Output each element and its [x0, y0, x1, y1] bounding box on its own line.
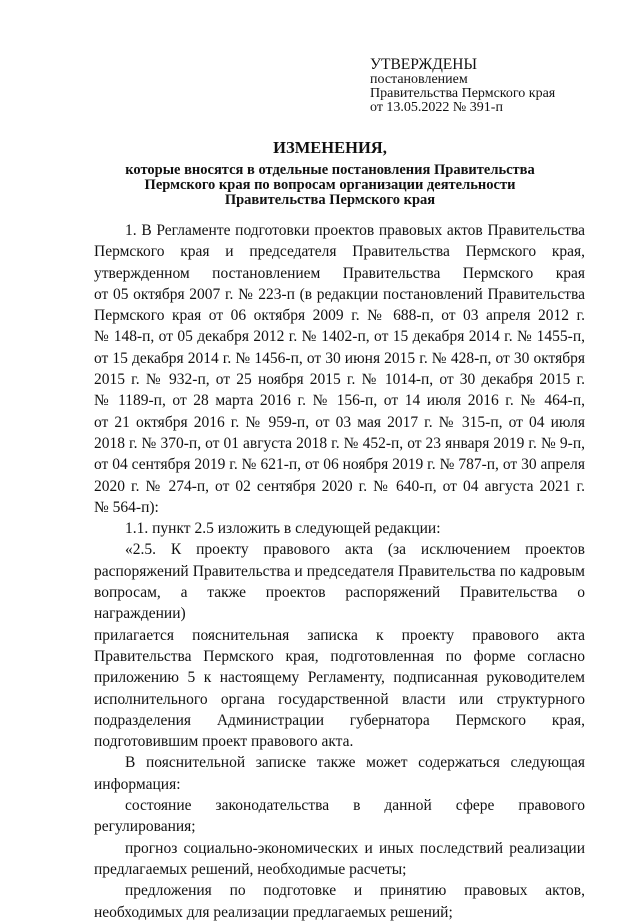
approval-line: Правительства Пермского края [370, 86, 556, 101]
body-line: информация: [94, 775, 181, 793]
body-line: подготовившим проект правового акта. [94, 733, 354, 751]
approval-line: от 13.05.2022 № 391-п [370, 100, 503, 115]
approval-title: УТВЕРЖДЕНЫ [370, 56, 477, 73]
body-line: необходимых для реализации предлагаемых решений; [94, 903, 453, 921]
body-line: исполнительного органа государственной власти или структурного [94, 690, 585, 708]
body-line: 2020 г. № 274-п, от 02 сентября 2020 г. № 640-п, от 04 августа 2021 г. [94, 477, 585, 495]
body-line: № 564-п): [94, 498, 159, 516]
body-line: 1.1. пункт 2.5 изложить в следующей редакции: [125, 520, 441, 538]
body-line: 1. В Регламенте подготовки проектов правовых актов Правительства [125, 222, 585, 239]
body-line: «2.5. К проекту правового акта (за исключением проектов [125, 541, 585, 559]
body-line: Пермского края от 06 октября 2009 г. № 688-п, от 03 апреля 2012 г. [94, 307, 585, 325]
approval-line: постановлением [370, 72, 468, 87]
body-line: Пермского края и председателя Правительства Пермского края, [94, 243, 585, 261]
body-line: от 15 декабря 2014 г. № 1456-п, от 30 июня 2015 г. № 428-п, от 30 октября [94, 349, 585, 367]
body-line: 2018 г. № 370-п, от 01 августа 2018 г. № 452-п, от 23 января 2019 г. № 9-п, [94, 434, 585, 452]
body-line: утвержденном постановлением Правительства Пермского края [94, 264, 585, 282]
body-line: прогноз социально-экономических и иных последствий реализации [125, 839, 585, 857]
body-line: вопросам, а также проектов распоряжений Правительства о награждении) [94, 584, 585, 623]
body-line: прилагается пояснительная записка к проекту правового акта [94, 626, 585, 644]
body-line: распоряжений Правительства и председателя Правительства по кадровым [94, 562, 585, 580]
body-line: от 04 сентября 2019 г. № 621-п, от 06 ноября 2019 г. № 787-п, от 30 апреля [94, 456, 585, 474]
body-line: 2015 г. № 932-п, от 25 ноября 2015 г. № 1014-п, от 30 декабря 2015 г. [94, 371, 585, 389]
body-line: от 05 октября 2007 г. № 223-п (в редакции постановлений Правительства [94, 285, 585, 303]
body-line: предложения по подготовке и принятию правовых актов, [125, 882, 585, 900]
document-body [94, 220, 585, 923]
body-line: № 1189-п, от 28 марта 2016 г. № 156-п, от 14 июля 2016 г. № 464-п, [94, 392, 585, 410]
body-line: № 148-п, от 05 декабря 2012 г. № 1402-п, от 15 декабря 2014 г. № 1455-п, [94, 328, 585, 346]
body-line: В пояснительной записке также может содержаться следующая [125, 754, 585, 772]
document-subtitle-line: Правительства Пермского края [224, 192, 436, 208]
body-line: состояние законодательства в данной сфере правового регулирования; [94, 797, 585, 836]
body-line: приложению 5 к настоящему Регламенту, подписанная руководителем [94, 669, 585, 687]
document-title: ИЗМЕНЕНИЯ, [273, 138, 387, 157]
body-line: от 21 октября 2016 г. № 959-п, от 03 мая 2017 г. № 315-п, от 04 июля [94, 413, 585, 431]
document-subtitle-line: которые вносятся в отдельные постановления Правительства [125, 162, 535, 178]
body-line: предлагаемых решений, необходимые расчеты; [94, 860, 407, 878]
body-line: Правительства Пермского края, подготовленная по форме согласно [94, 647, 585, 665]
approval-stamp [370, 56, 630, 115]
body-line: подразделения Администрации губернатора Пермского края, [94, 711, 585, 729]
document-subtitle-line: Пермского края по вопросам организации деятельности [144, 177, 516, 193]
document-heading [60, 138, 600, 207]
